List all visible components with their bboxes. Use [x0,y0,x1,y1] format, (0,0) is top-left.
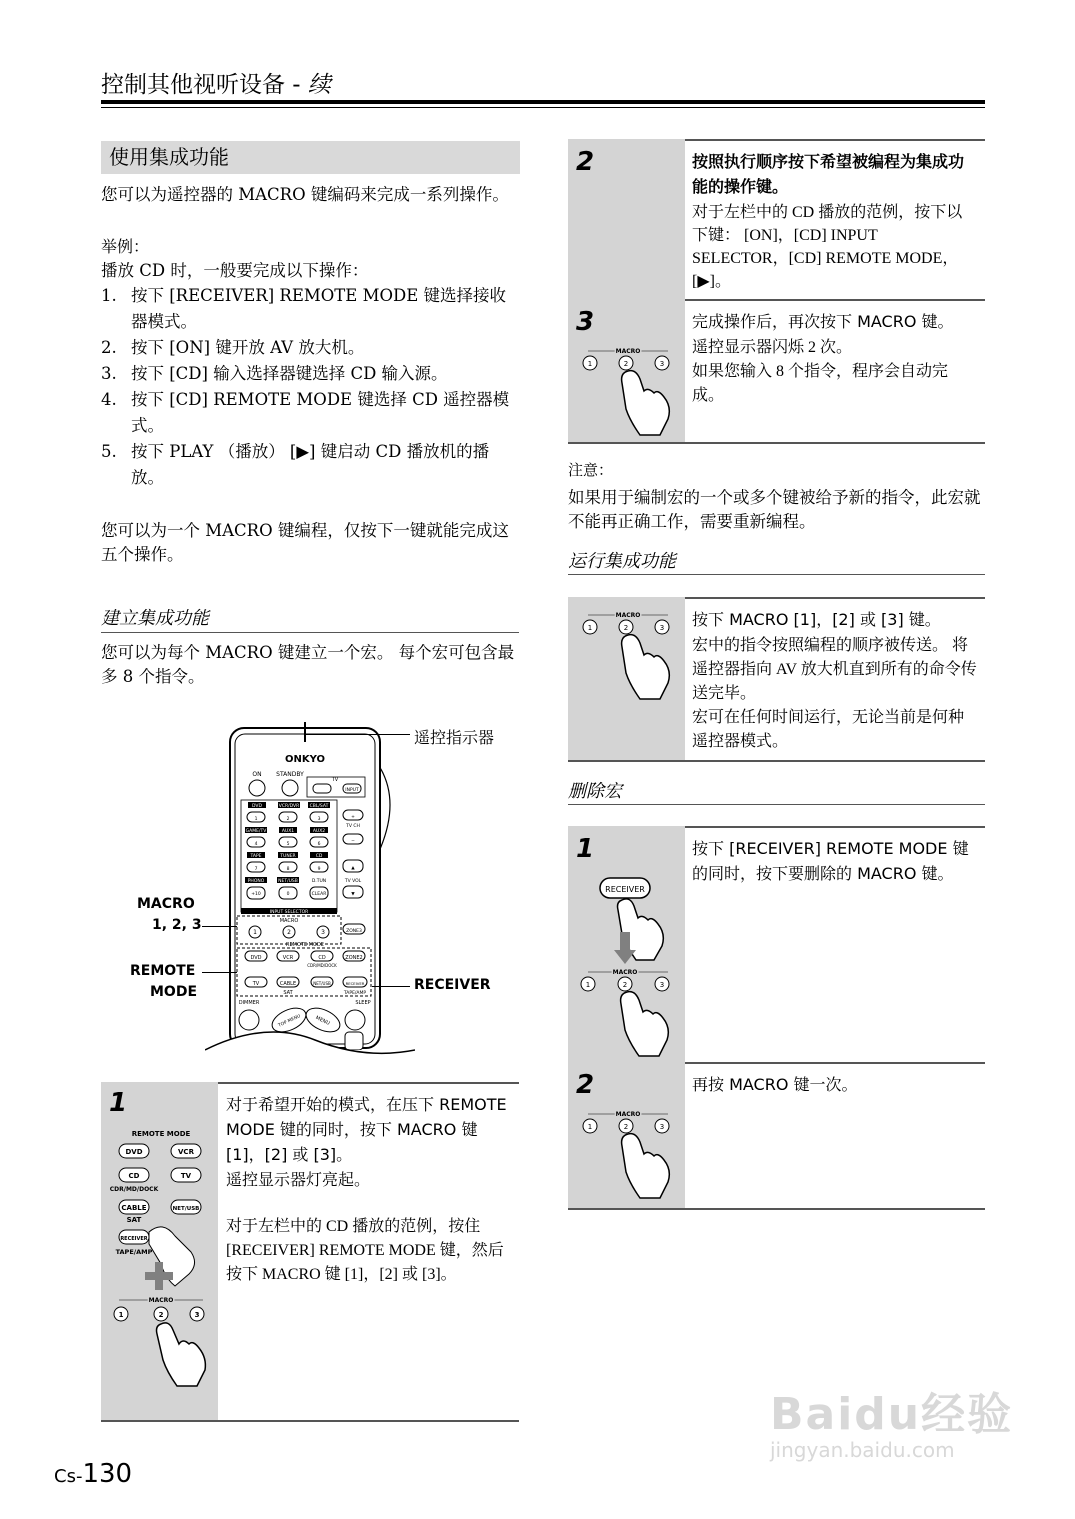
svg-text:1: 1 [587,360,593,368]
svg-text:CABLE: CABLE [121,1204,147,1212]
svg-text:CBL/SAT: CBL/SAT [309,804,329,809]
svg-text:MACRO: MACRO [615,1111,641,1118]
svg-text:ZONE3: ZONE3 [346,929,362,934]
svg-text:D.TUN: D.TUN [311,879,327,884]
delete-step2-box [568,1062,985,1210]
remote-illustration [205,720,415,1060]
tv-label: TV [331,777,339,783]
svg-text:NET/USB: NET/USB [278,879,298,884]
note-label: 注意： [568,461,614,479]
run-heading: 运行集成功能 [568,551,676,572]
build-text: 您可以为每个 MACRO 键建立一个宏。 每个宏可包含最多 8 个指令。 [101,643,515,686]
svg-text:2: 2 [623,624,629,632]
svg-text:3: 3 [321,929,325,936]
step3-instruction: 完成操作后，再次按下 MACRO 键。 [692,312,954,331]
svg-text:2: 2 [623,360,629,368]
svg-text:1: 1 [585,981,591,989]
svg-text:5: 5 [286,842,290,847]
svg-text:CLEAR: CLEAR [311,892,327,897]
svg-text:AUX1: AUX1 [281,829,295,834]
on-label: ON [252,771,262,778]
svg-text:CDR/MD/DOCK: CDR/MD/DOCK [109,1186,159,1193]
svg-text:1: 1 [587,624,593,632]
remote-label: REMOTE [130,963,196,979]
svg-text:4: 4 [254,842,258,847]
svg-text:CD: CD [318,955,326,961]
svg-text:DVD: DVD [252,804,262,809]
list-item: 5. 按下 PLAY （播放） [▶] 键启动 CD 播放机的播放。 [101,442,490,487]
svg-text:VCR: VCR [282,955,294,961]
build-heading: 建立集成功能 [101,608,209,629]
svg-text:ZONE2: ZONE2 [345,955,363,961]
svg-text:3: 3 [194,1311,200,1319]
watermark-logo: Baidu经验 [770,1389,1014,1440]
svg-text:REMOTE MODE: REMOTE MODE [286,942,324,948]
svg-text:INPUT: INPUT [345,788,359,793]
example-label: 举例： [101,237,150,256]
svg-text:CD: CD [315,854,323,859]
svg-text:RECEIVER: RECEIVER [120,1236,148,1242]
svg-text:TAPE: TAPE [250,854,262,859]
step1-illustration [105,1124,217,1334]
macro-label: MACRO [137,896,195,912]
svg-text:RECEIVER: RECEIVER [345,981,365,986]
svg-text:INPUT SELECTOR: INPUT SELECTOR [269,910,309,915]
macro-leader [202,926,237,927]
svg-text:+10: +10 [251,892,261,897]
svg-text:▲: ▲ [351,866,355,871]
list-item: 3. 按下 [CD] 输入选择器键选择 CD 输入源。 [101,364,448,383]
run-note: 宏中的指令按照编程的顺序被传送。 将遥控器指向 AV 放大机直到所有的命令传送完毕。 [692,637,977,702]
divider [101,632,519,633]
standby-button [282,780,298,796]
svg-text:REMOTE MODE: REMOTE MODE [131,1130,191,1138]
delete-illustration [578,870,678,1060]
step2-box [568,139,985,301]
svg-text:1: 1 [254,817,258,822]
svg-text:2: 2 [622,981,628,989]
step-number: 1 [576,834,595,864]
example-steps [101,283,519,491]
example-lead: 播放 CD 时，一般要完成以下操作： [101,261,369,280]
svg-text:1: 1 [118,1311,124,1319]
step3-note: 遥控显示器闪烁 2 次。 [692,339,853,356]
mode-label: MODE [150,984,198,1000]
receiver-label: RECEIVER [414,977,491,993]
svg-text:CDR/MD/DOCK: CDR/MD/DOCK [307,963,337,968]
delete-step2-instruction: 再按 MACRO 键一次。 [692,1075,858,1094]
svg-text:TV: TV [252,981,260,987]
svg-text:RECEIVER: RECEIVER [605,885,645,894]
divider [568,574,985,575]
svg-text:NET/USB: NET/USB [172,1206,200,1212]
run-box [568,597,985,762]
step3-box [568,299,985,444]
watermark-url: jingyan.baidu.com [770,1438,955,1462]
step2-instruction: 按照执行顺序按下希望被编程为集成功能的操作键。 [692,152,965,196]
svg-text:9: 9 [317,867,321,872]
step-number: 2 [576,1070,595,1100]
svg-text:3: 3 [659,981,665,989]
macro-press-illustration [578,343,678,439]
summary-text: 您可以为一个 MACRO 键编程，仅按下一键就能完成这五个操作。 [101,521,509,564]
svg-text:▼: ▼ [351,892,355,897]
step2-example: 对于左栏中的 CD 播放的范例，按下以下键： [ON]，[CD] INPUT SELECTOR，[CD] REMOTE MODE，[▶]。 [692,204,963,290]
list-item: 1. 按下 [RECEIVER] REMOTE MODE 键选择接收器模式。 [101,286,507,331]
svg-text:3: 3 [659,1123,665,1131]
standby-label: STANDBY [276,771,304,778]
run-note2: 宏可在任何时间运行，无论当前是何种遥控器模式。 [692,709,965,750]
svg-text:MACRO: MACRO [148,1297,174,1304]
intro-text: 您可以为遥控器的 MACRO 键编码来完成一系列操作。 [101,185,509,204]
step-number: 1 [109,1088,128,1118]
svg-text:MACRO: MACRO [615,612,641,619]
svg-text:2: 2 [286,817,290,822]
delete-step1-instruction: 按下 [RECEIVER] REMOTE MODE 键的同时，按下要删除的 MACRO 键。 [692,839,969,883]
receiver-leader [372,986,410,987]
svg-text:NET/USB: NET/USB [313,981,331,986]
svg-text:MACRO: MACRO [279,918,299,924]
macro-press-illustration [578,1106,678,1202]
svg-text:6: 6 [317,842,321,847]
brand-logo: ONKYO [284,754,326,765]
divider [568,804,985,805]
svg-text:AUX2: AUX2 [312,829,326,834]
svg-text:VCR/DVR: VCR/DVR [278,804,300,809]
svg-text:SAT: SAT [126,1216,142,1224]
svg-text:TAPE/AMP: TAPE/AMP [115,1248,153,1256]
step1-box [101,1082,519,1422]
svg-text:3: 3 [659,624,665,632]
svg-text:3: 3 [659,360,665,368]
page-title: 控制其他视听设备 - 续 [101,72,331,98]
svg-text:TAPE/AMP: TAPE/AMP [343,991,367,996]
svg-text:+: + [351,815,355,820]
svg-text:TV VOL: TV VOL [344,879,362,884]
svg-text:TV CH: TV CH [346,824,360,829]
svg-text:2: 2 [623,1123,629,1131]
svg-text:GAME/TV: GAME/TV [245,829,267,834]
list-item: 4. 按下 [CD] REMOTE MODE 键选择 CD 遥控器模式。 [101,390,510,435]
header-rule [101,100,985,104]
svg-text:TUNER: TUNER [280,854,296,859]
tv-power-button [313,784,331,793]
svg-text:0: 0 [286,892,290,897]
svg-text:1: 1 [587,1123,593,1131]
svg-text:TV: TV [180,1172,192,1180]
svg-text:−: − [351,839,355,844]
indicator-leader [305,734,410,735]
svg-text:CABLE: CABLE [279,981,297,987]
svg-text:DVD: DVD [250,955,262,961]
svg-text:VCR: VCR [178,1148,194,1156]
step1-example: 对于左栏中的 CD 播放的范例，按住 [RECEIVER] REMOTE MODE 键，然后按下 MACRO 键 [1]，[2] 或 [3]。 [226,1218,504,1283]
step-number: 2 [576,147,595,177]
svg-text:SAT: SAT [283,990,293,996]
run-instruction: 按下 MACRO [1]，[2] 或 [3] 键。 [692,610,941,629]
section-title: 使用集成功能 [101,141,520,174]
svg-text:MACRO: MACRO [615,348,641,355]
note-text: 如果用于编制宏的一个或多个键被给予新的指令，此宏就不能再正确工作，需要重新编程。 [568,488,981,531]
step1-note: 遥控显示器灯亮起。 [226,1172,371,1189]
svg-text:8: 8 [286,867,290,872]
svg-text:DVD: DVD [125,1148,143,1156]
step-number: 3 [576,307,595,337]
svg-text:CD: CD [128,1172,140,1180]
svg-text:TOP MENU: TOP MENU [277,1014,302,1029]
step3-note2: 如果您输入 8 个指令，程序会自动完成。 [692,363,949,404]
svg-text:MACRO: MACRO [612,969,638,976]
indicator-label: 遥控指示器 [414,728,495,747]
svg-text:DIMMER: DIMMER [238,1000,260,1006]
svg-text:MENU: MENU [314,1015,331,1027]
remote-mode-leader [202,972,237,973]
header-rule-thin [101,107,985,108]
page-number: Cs-130 [54,1459,133,1489]
svg-text:2: 2 [158,1311,164,1319]
svg-text:PHONO: PHONO [247,879,265,884]
svg-text:SLEEP: SLEEP [355,1000,371,1006]
macro-nums-label: 1, 2, 3 [152,917,202,933]
delete-heading: 删除宏 [568,781,622,802]
svg-text:7: 7 [254,867,258,872]
svg-text:1: 1 [253,929,257,936]
delete-step1-box [568,826,985,1064]
on-button [249,780,265,796]
svg-text:3: 3 [317,817,321,822]
hand-icon [151,1320,211,1390]
step1-instruction: 对于希望开始的模式，在压下 REMOTE MODE 键的同时，按下 MACRO 键 [1]，[2] 或 [3]。 [226,1095,507,1164]
list-item: 2. 按下 [ON] 键开放 AV 放大机。 [101,338,365,357]
macro-press-illustration [578,607,678,703]
svg-text:2: 2 [287,929,291,936]
